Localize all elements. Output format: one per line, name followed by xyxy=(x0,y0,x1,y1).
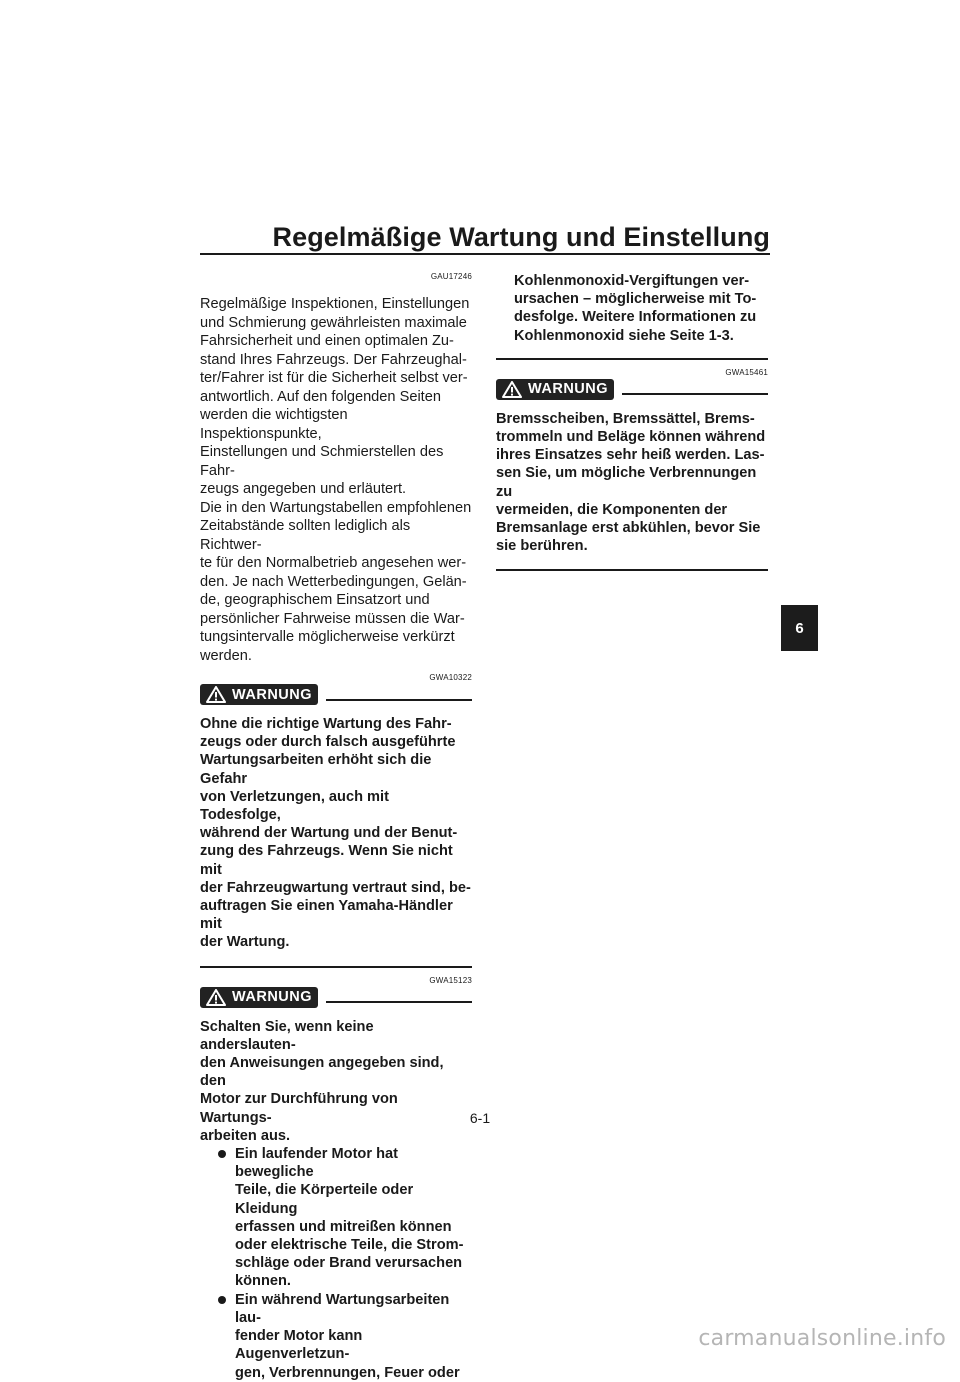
text-line: zung des Fahrzeugs. Wenn Sie nicht mit xyxy=(200,843,453,878)
text-line: sen Sie, um mögliche Verbrennungen zu xyxy=(496,465,757,500)
text-line: Schalten Sie, wenn keine anderslauten- xyxy=(200,1018,374,1053)
text-line: Ein laufender Motor hat bewegliche xyxy=(235,1146,398,1181)
text-line: der Fahrzeugwartung vertraut sind, be- xyxy=(200,879,471,896)
warning-continuation xyxy=(496,272,768,345)
warning-text xyxy=(200,715,472,952)
warning-label: WARNUNG xyxy=(528,381,609,398)
warning-code: GWA15461 xyxy=(725,367,768,377)
text-line: persönlicher Fahrweise müssen die War- xyxy=(200,610,465,627)
text-line: werden die wichtigsten Inspektionspunkte, xyxy=(200,407,348,442)
text-line: de, geographischem Einsatzort und xyxy=(200,592,430,608)
text-line: während der Wartung und der Benut- xyxy=(200,825,458,842)
intro-text xyxy=(200,295,472,665)
text-line: schläge oder Brand verursachen xyxy=(235,1255,463,1272)
text-line: können. xyxy=(235,1273,291,1290)
text-line: Die in den Wartungstabellen empfohlenen xyxy=(200,499,472,516)
warning-triangle-icon xyxy=(206,686,226,703)
text-line: auftragen Sie einen Yamaha-Händler mit xyxy=(200,898,453,933)
text-line: ter/Fahrer ist für die Sicherheit selbst ver- xyxy=(200,370,468,386)
text-line: den Anweisungen angegeben sind, den xyxy=(200,1055,444,1090)
warning-header xyxy=(200,684,472,705)
warning-box xyxy=(496,368,768,572)
text-line: von Verletzungen, auch mit Todesfolge, xyxy=(200,788,389,824)
section-code: GAU17246 xyxy=(430,272,472,281)
warning-box xyxy=(200,673,472,968)
text-line: zeugs angegeben und erläutert. xyxy=(200,481,407,497)
warning-rule xyxy=(326,1001,472,1003)
right-column xyxy=(496,272,768,571)
bullet-icon xyxy=(218,1150,226,1158)
chapter-tab: 6 xyxy=(781,605,818,651)
text-line: vermeiden, die Komponenten der xyxy=(496,501,728,518)
text-line: Fahrsicherheit und einen optimalen Zu- xyxy=(200,333,454,349)
text-line: Motor zur Durchführung von Wartungs- xyxy=(200,1091,398,1126)
text-line: tungsintervalle möglicherweise verkürzt xyxy=(200,629,455,645)
warning-end-rule xyxy=(496,569,768,571)
text-line: antwortlich. Auf den folgenden Seiten xyxy=(200,388,441,405)
warning-header xyxy=(200,987,472,1008)
text-line: Kohlenmonoxid siehe Seite 1-3. xyxy=(514,327,734,344)
warning-rule xyxy=(326,699,472,701)
text-line: Kohlenmonoxid-Vergiftungen ver- xyxy=(514,273,750,289)
warning-label: WARNUNG xyxy=(232,989,313,1006)
text-line: Bremsanlage erst abkühlen, bevor Sie xyxy=(496,520,761,537)
page-number: 6-1 xyxy=(469,1110,491,1126)
warning-text xyxy=(200,1018,472,1382)
warning-text xyxy=(496,410,768,556)
text-line: und Schmierung gewährleisten maximale xyxy=(200,314,467,331)
text-line: zeugs oder durch falsch ausgeführte xyxy=(200,734,456,751)
text-line: Bremsscheiben, Bremssättel, Brems- xyxy=(496,410,755,427)
text-line: den. Je nach Wetterbedingungen, Gelän- xyxy=(200,573,467,590)
text-line: werden. xyxy=(200,647,252,664)
text-line: arbeiten aus. xyxy=(200,1127,291,1144)
text-line: Regelmäßige Inspektionen, Einstellungen xyxy=(200,296,470,312)
text-line: Wartungsarbeiten erhöht sich die Gefahr xyxy=(200,752,432,787)
warning-box xyxy=(200,976,472,1382)
text-line: stand Ihres Fahrzeugs. Der Fahrzeughal- xyxy=(200,351,467,368)
text-line: fender Motor kann Augenverletzun- xyxy=(235,1328,363,1363)
text-line: te für den Normalbetrieb angesehen wer- xyxy=(200,555,467,571)
text-line: Einstellungen und Schmierstellen des Fahr- xyxy=(200,444,444,479)
watermark: carmanualsonline.info xyxy=(698,1326,946,1351)
text-line: Ohne die richtige Wartung des Fahr- xyxy=(200,716,452,732)
text-line: trommeln und Beläge können während xyxy=(496,429,766,446)
warning-triangle-icon xyxy=(206,989,226,1006)
text-line: Zeitabstände sollten lediglich als Richtwer- xyxy=(200,518,411,553)
text-line: desfolge. Weitere Informationen zu xyxy=(514,309,757,326)
page-title: Regelmäßige Wartung und Einstellung xyxy=(272,222,770,252)
text-line: ihres Einsatzes sehr heiß werden. Las- xyxy=(496,447,765,464)
warning-end-rule xyxy=(200,966,472,968)
bullet-icon xyxy=(218,1296,226,1304)
title-rule xyxy=(200,253,770,255)
warning-bullet-list xyxy=(200,1145,472,1382)
warning-badge xyxy=(200,987,318,1008)
text-line: erfassen und mitreißen können xyxy=(235,1218,452,1235)
warning-header xyxy=(496,379,768,400)
warning-code: GWA15123 xyxy=(429,975,472,985)
text-line: gen, Verbrennungen, Feuer oder xyxy=(235,1364,460,1381)
list-item xyxy=(200,1145,472,1291)
text-line: oder elektrische Teile, die Strom- xyxy=(235,1237,464,1254)
warning-label: WARNUNG xyxy=(232,686,313,703)
list-item xyxy=(200,1291,472,1382)
text-line: ursachen – möglicherweise mit To- xyxy=(514,291,757,308)
warning-end-rule xyxy=(496,358,768,360)
text-line: sie berühren. xyxy=(496,538,588,555)
warning-code: GWA10322 xyxy=(429,673,472,682)
warning-triangle-icon xyxy=(502,381,522,398)
warning-badge xyxy=(496,379,614,400)
warning-rule xyxy=(622,393,768,395)
warning-badge xyxy=(200,684,318,705)
text-line: Ein während Wartungsarbeiten lau- xyxy=(235,1291,450,1326)
left-column xyxy=(200,272,472,1382)
text-line: Teile, die Körperteile oder Kleidung xyxy=(235,1182,414,1217)
text-line: der Wartung. xyxy=(200,934,290,951)
